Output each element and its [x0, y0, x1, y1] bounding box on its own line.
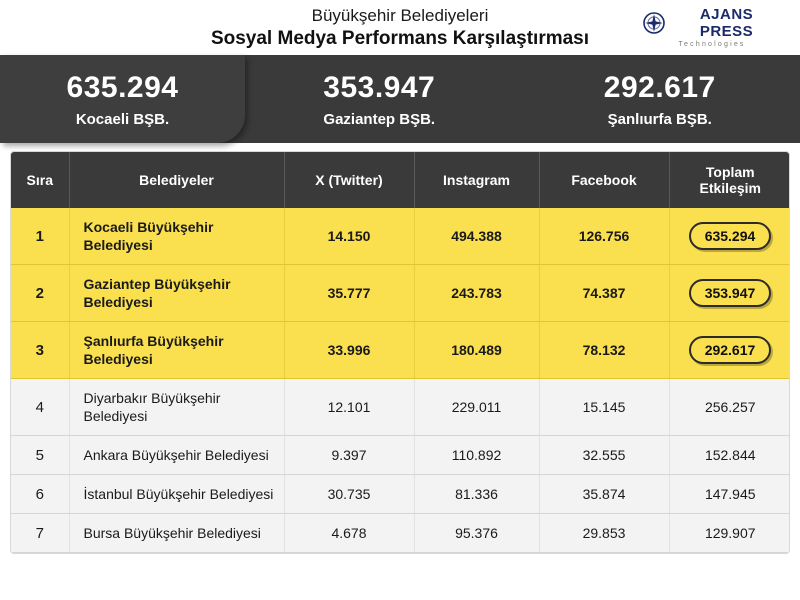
- total-badge: 635.294: [689, 222, 772, 250]
- cell-instagram: 180.489: [414, 322, 539, 379]
- page-title-line1: Büyükşehir Belediyeleri: [311, 5, 489, 25]
- ranking-table-container: [10, 151, 790, 554]
- stat-value: 292.617: [603, 70, 716, 104]
- column-header-total-line2: Etkileşim: [699, 180, 761, 196]
- cell-facebook: 29.853: [539, 514, 669, 553]
- total-badge: 292.617: [689, 336, 772, 364]
- brand-name: AJANS PRESS: [699, 6, 754, 40]
- cell-total: 129.907: [669, 514, 790, 553]
- cell-municipality: Şanlıurfa Büyükşehir Belediyesi: [69, 322, 284, 379]
- cell-rank: 7: [11, 514, 69, 553]
- table-row: [11, 208, 790, 265]
- top-stats-band: [0, 55, 800, 143]
- stat-value: 353.947: [323, 70, 436, 104]
- cell-rank: 5: [11, 436, 69, 475]
- cell-municipality: Diyarbakır Büyükşehir Belediyesi: [69, 379, 284, 436]
- cell-rank: 1: [11, 208, 69, 265]
- column-header-facebook: Facebook: [539, 152, 669, 208]
- stat-label: Şanlıurfa BŞB.: [607, 110, 712, 128]
- cell-instagram: 95.376: [414, 514, 539, 553]
- cell-twitter: 30.735: [284, 475, 414, 514]
- page-header: [0, 0, 800, 55]
- page-title-line2: Sosyal Medya Performans Karşılaştırması: [210, 27, 590, 49]
- table-row: [11, 265, 790, 322]
- cell-municipality: Ankara Büyükşehir Belediyesi: [69, 436, 284, 475]
- cell-total: [669, 265, 790, 322]
- column-header-instagram: Instagram: [414, 152, 539, 208]
- cell-municipality: İstanbul Büyükşehir Belediyesi: [69, 475, 284, 514]
- cell-instagram: 110.892: [414, 436, 539, 475]
- column-header-twitter: X (Twitter): [284, 152, 414, 208]
- cell-rank: 3: [11, 322, 69, 379]
- stat-card-1: [0, 55, 245, 143]
- cell-rank: 4: [11, 379, 69, 436]
- cell-facebook: 78.132: [539, 322, 669, 379]
- table-header-row: [11, 152, 790, 208]
- brand-tagline: Technologies: [678, 41, 746, 48]
- cell-facebook: 35.874: [539, 475, 669, 514]
- stat-value: 635.294: [66, 70, 179, 104]
- compass-icon: [642, 11, 666, 35]
- cell-municipality: Bursa Büyükşehir Belediyesi: [69, 514, 284, 553]
- stat-card-3: [520, 55, 800, 143]
- table-row: [11, 475, 790, 514]
- column-header-total-line1: Toplam: [705, 164, 755, 180]
- table-row: [11, 436, 790, 475]
- column-header-rank: Sıra: [11, 152, 69, 208]
- column-header-total: [669, 152, 790, 208]
- cell-instagram: 243.783: [414, 265, 539, 322]
- cell-facebook: 126.756: [539, 208, 669, 265]
- cell-instagram: 229.011: [414, 379, 539, 436]
- cell-municipality: Gaziantep Büyükşehir Belediyesi: [69, 265, 284, 322]
- cell-municipality: Kocaeli Büyükşehir Belediyesi: [69, 208, 284, 265]
- table-row: [11, 379, 790, 436]
- cell-twitter: 14.150: [284, 208, 414, 265]
- stat-card-2: [239, 55, 520, 143]
- cell-rank: 2: [11, 265, 69, 322]
- stat-label: Kocaeli BŞB.: [75, 110, 170, 128]
- cell-facebook: 74.387: [539, 265, 669, 322]
- cell-twitter: 33.996: [284, 322, 414, 379]
- table-row: [11, 514, 790, 553]
- cell-total: [669, 322, 790, 379]
- ranking-table: [11, 152, 790, 553]
- stat-label: Gaziantep BŞB.: [323, 110, 436, 128]
- brand-logo: [642, 6, 782, 48]
- cell-twitter: 35.777: [284, 265, 414, 322]
- cell-total: 147.945: [669, 475, 790, 514]
- total-badge: 353.947: [689, 279, 772, 307]
- cell-twitter: 4.678: [284, 514, 414, 553]
- cell-instagram: 81.336: [414, 475, 539, 514]
- cell-twitter: 9.397: [284, 436, 414, 475]
- table-row: [11, 322, 790, 379]
- cell-instagram: 494.388: [414, 208, 539, 265]
- column-header-municipality: Belediyeler: [69, 152, 284, 208]
- cell-total: [669, 208, 790, 265]
- table-body: [11, 208, 790, 553]
- cell-twitter: 12.101: [284, 379, 414, 436]
- cell-facebook: 15.145: [539, 379, 669, 436]
- cell-facebook: 32.555: [539, 436, 669, 475]
- cell-total: 256.257: [669, 379, 790, 436]
- cell-rank: 6: [11, 475, 69, 514]
- cell-total: 152.844: [669, 436, 790, 475]
